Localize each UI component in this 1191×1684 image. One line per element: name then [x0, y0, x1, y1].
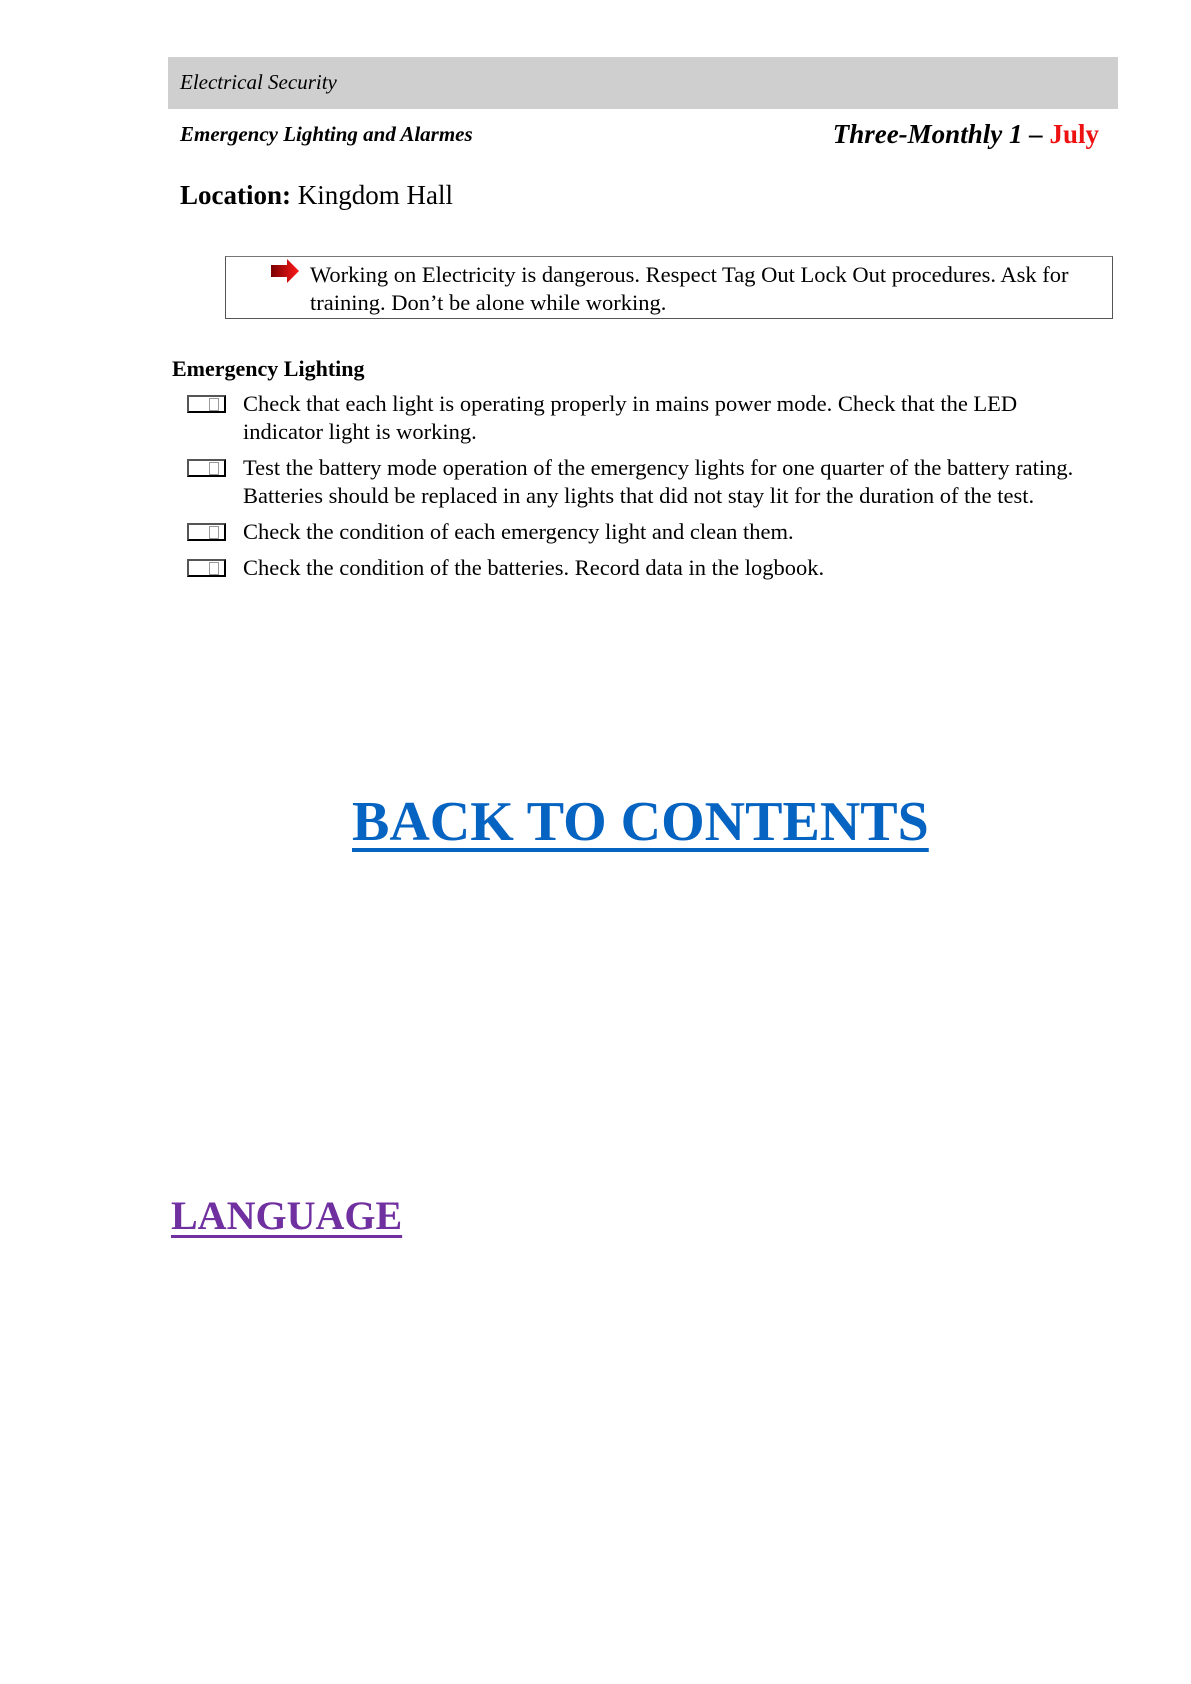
checklist-item-text: Check that each light is operating properly in mains power mode. Check that the LED indicator light is working.: [243, 391, 1018, 444]
header-bar: [168, 57, 1118, 109]
checklist-item: [187, 390, 1097, 446]
checklist-item: [187, 454, 1097, 510]
section-title-emergency-lighting: Emergency Lighting: [172, 356, 365, 381]
checklist-item: [187, 518, 1097, 546]
document-category-title: Electrical Security: [180, 70, 337, 94]
checkbox[interactable]: [187, 459, 226, 477]
frequency-prefix: Three-Monthly 1 –: [832, 119, 1050, 149]
frequency-label: [833, 119, 1099, 150]
warning-text: Working on Electricity is dangerous. Respect Tag Out Lock Out procedures. Ask for training. Don’t be alone while working.: [310, 262, 1069, 315]
frequency-month: July: [1049, 119, 1099, 149]
safety-warning-box: [225, 256, 1113, 319]
red-arrow-icon: [271, 259, 299, 285]
checklist-item: [187, 554, 1097, 582]
checklist: [187, 390, 1097, 590]
checkbox-glyph-icon: [209, 462, 219, 475]
checkbox[interactable]: [187, 395, 226, 413]
location-label: Location:: [180, 180, 291, 210]
location-value: Kingdom Hall: [291, 180, 453, 210]
back-to-contents-link[interactable]: BACK TO CONTENTS: [352, 791, 929, 853]
checklist-item-text: Check the condition of each emergency light and clean them.: [243, 519, 794, 544]
checklist-subtitle: Emergency Lighting and Alarmes: [180, 122, 473, 146]
checkbox[interactable]: [187, 559, 226, 577]
checkbox-glyph-icon: [209, 526, 219, 539]
checkbox-glyph-icon: [209, 562, 219, 575]
checkbox[interactable]: [187, 523, 226, 541]
checkbox-glyph-icon: [209, 398, 219, 411]
language-link[interactable]: LANGUAGE: [171, 1193, 403, 1238]
checklist-item-text: Test the battery mode operation of the emergency lights for one quarter of the battery rating. Batteries should be replaced in any lights that did not stay lit for the duration of the test.: [243, 455, 1074, 508]
location-line: [180, 180, 453, 211]
checklist-item-text: Check the condition of the batteries. Record data in the logbook.: [243, 555, 825, 580]
